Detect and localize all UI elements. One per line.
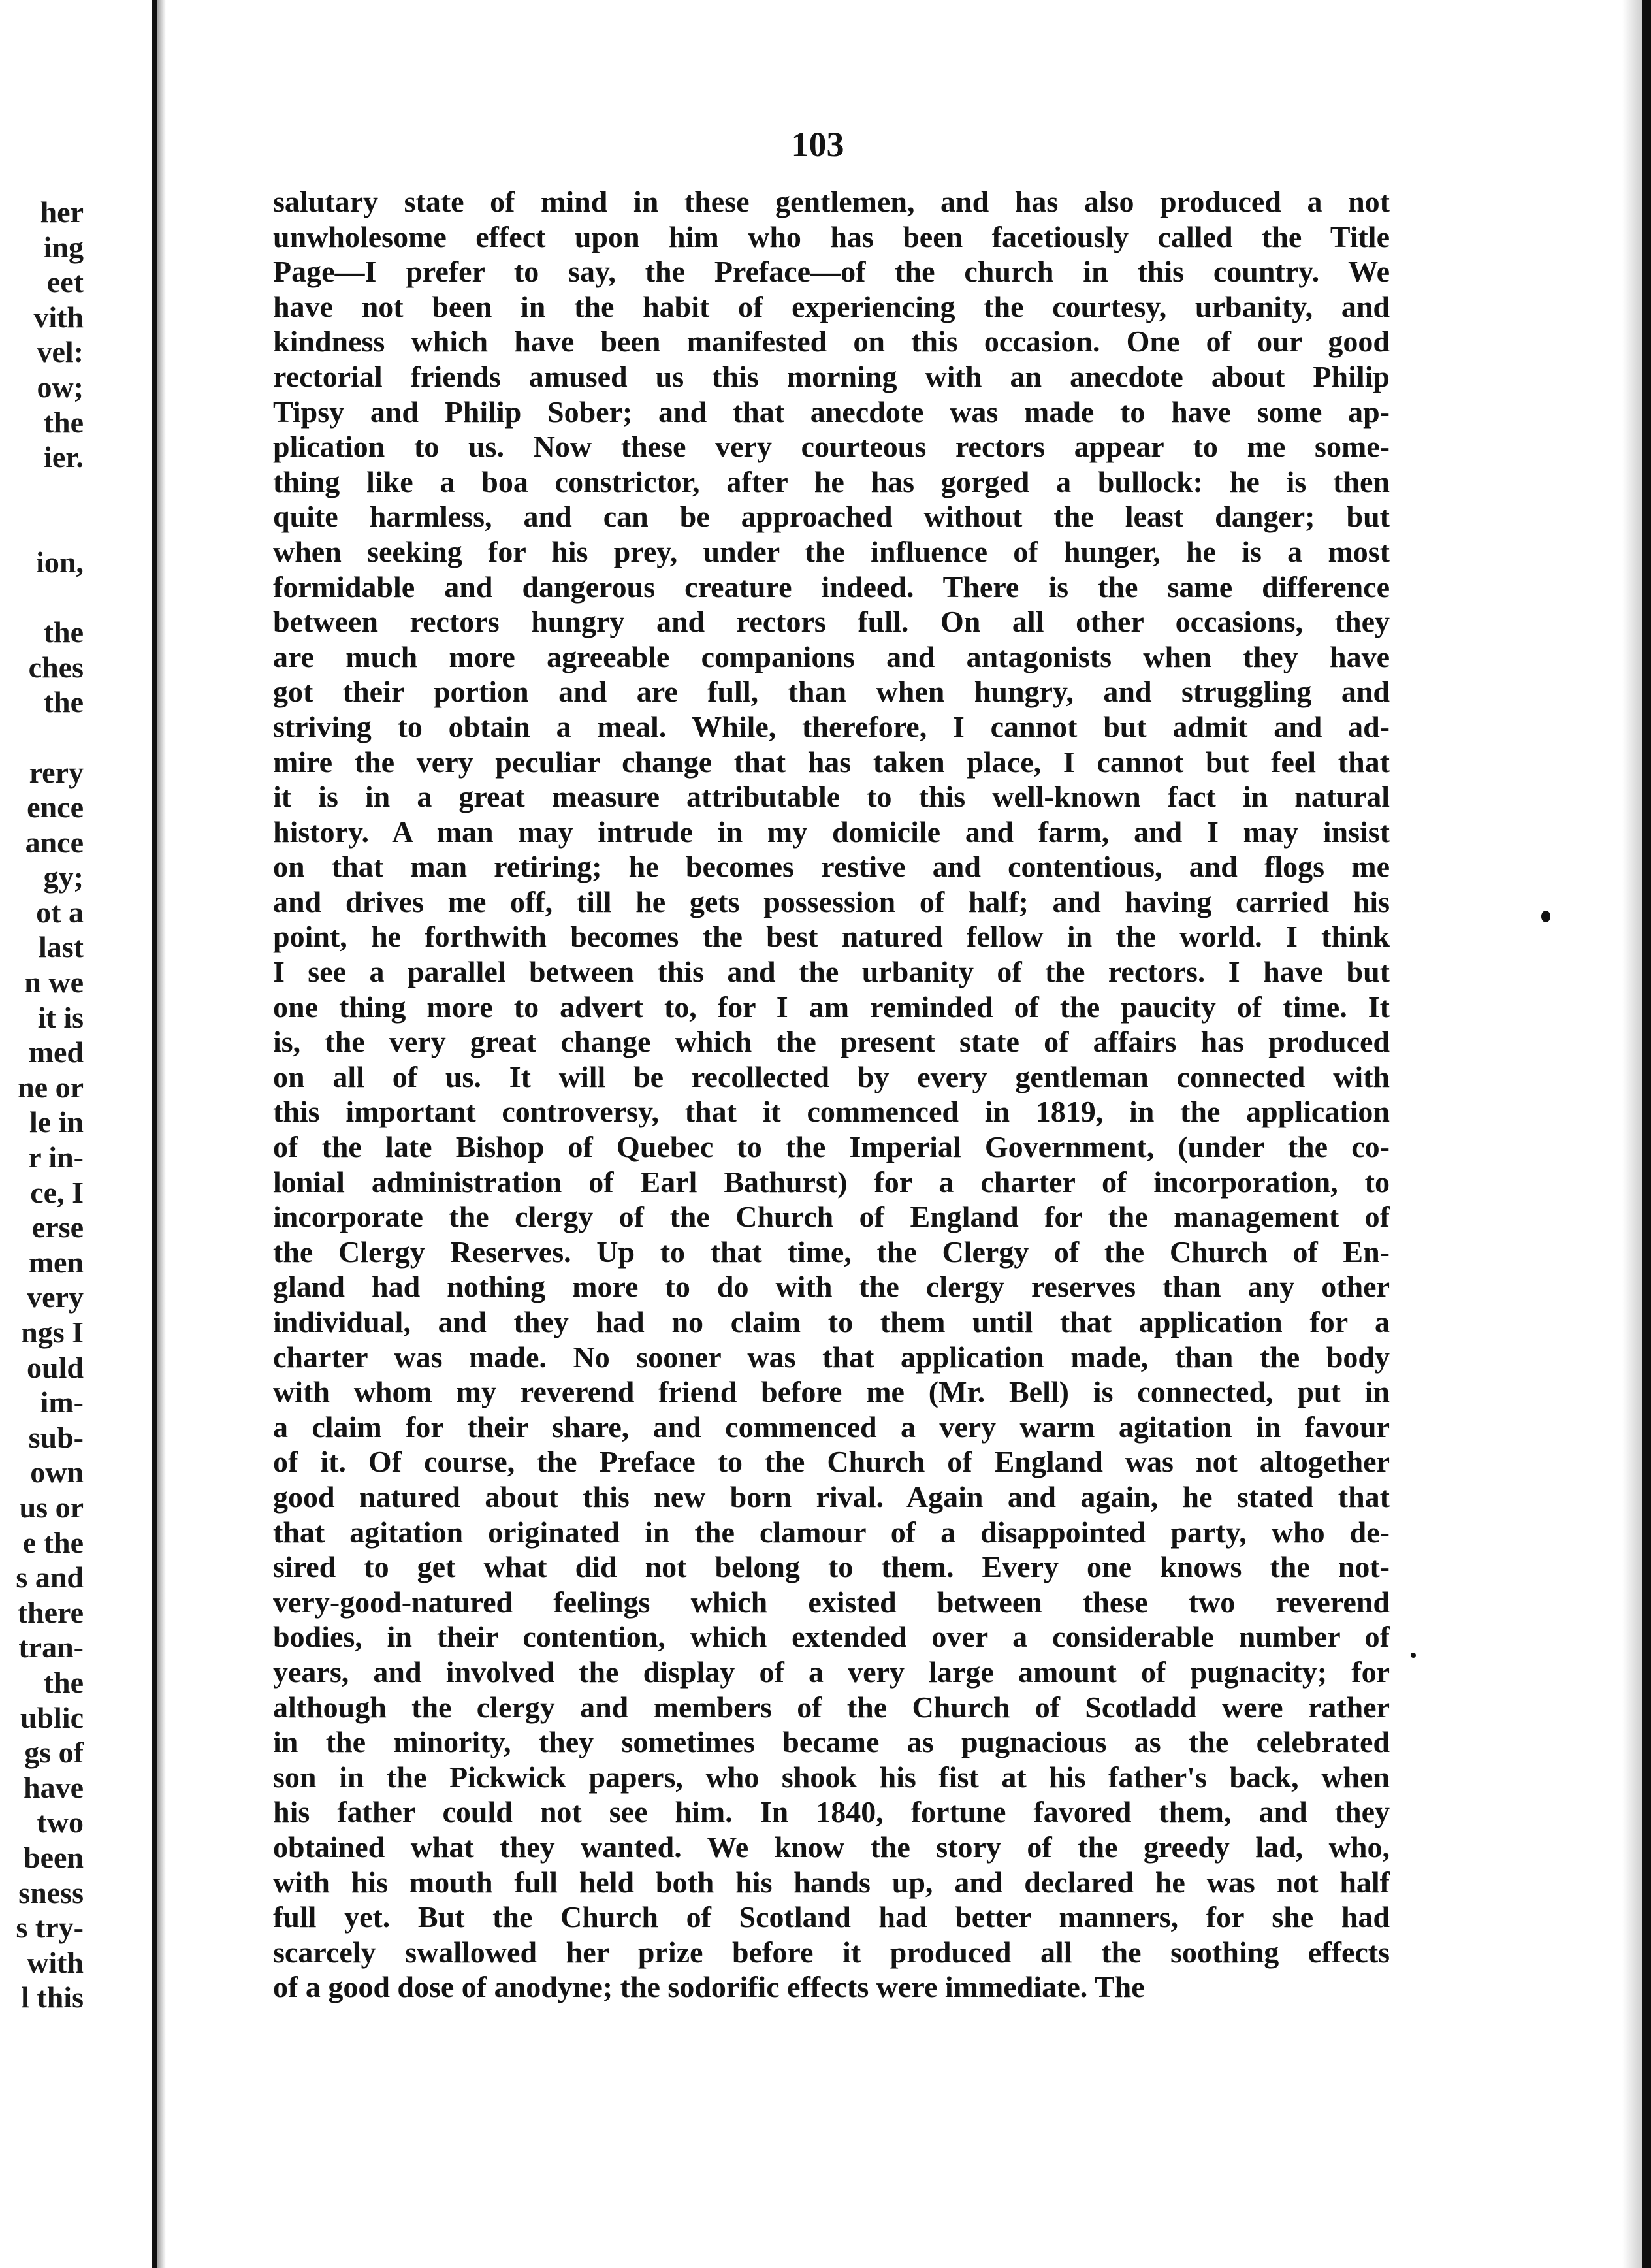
text-line: between rectors hungry and rectors full. On all other occasions, they (273, 605, 1390, 639)
facing-page-fragment: im- (40, 1385, 84, 1419)
text-line: son in the Pickwick papers, who shook his fist at his father's back, when (273, 1760, 1390, 1794)
right-edge-shadow (1622, 0, 1642, 2268)
text-line: charter was made. No sooner was that application made, than the body (273, 1340, 1390, 1374)
facing-page-fragment: ing (43, 230, 84, 264)
facing-page-fragment (0, 475, 84, 510)
text-line: of it. Of course, the Preface to the Church of England was not altogether (273, 1445, 1390, 1479)
facing-page-fragment: ance (25, 825, 84, 859)
facing-page-fragment: ot a (36, 895, 84, 929)
text-line: very-good-natured feelings which existed between these two reverend (273, 1585, 1390, 1619)
facing-page-fragment: been (24, 1840, 84, 1874)
text-line: one thing more to advert to, for I am reminded of the paucity of time. It (273, 990, 1390, 1024)
facing-page-fragment: r in- (28, 1141, 84, 1174)
text-line: have not been in the habit of experiencing the courtesy, urbanity, and (273, 289, 1390, 323)
right-page-edge (1642, 0, 1651, 2268)
text-line: sired to get what did not belong to them. Every one knows the not- (273, 1550, 1390, 1584)
text-line: on all of us. It will be recollected by every gentleman connected with (273, 1060, 1390, 1094)
text-line: formidable and dangerous creature indeed. There is the same difference (273, 570, 1390, 604)
ink-speck (1541, 911, 1550, 922)
facing-page-fragment: n we (24, 965, 84, 999)
facing-page-fragment: sness (18, 1875, 84, 1909)
facing-page-fragment: with (27, 1945, 84, 1979)
facing-page-fragment: tran- (18, 1630, 84, 1664)
text-line: on that man retiring; he becomes restive and contentious, and flogs me (273, 850, 1390, 884)
page-gutter (152, 0, 157, 2268)
facing-page-fragment: le in (29, 1105, 84, 1139)
facing-page-fragment: her (40, 195, 84, 229)
text-line: salutary state of mind in these gentlemen, and has also produced a not (273, 185, 1390, 218)
facing-page-fragment: gy; (43, 860, 84, 894)
text-line: scarcely swallowed her prize before it produced all the soothing effects (273, 1935, 1390, 1969)
facing-page-fragment: erse (31, 1210, 84, 1244)
text-line: got their portion and are full, than when hungry, and struggling and (273, 675, 1390, 709)
text-line: are much more agreeable companions and antagonists when they have (273, 640, 1390, 673)
facing-page-fragment: the (43, 405, 84, 439)
facing-page-fragment: rery (29, 755, 84, 789)
facing-page-text-fragments (0, 195, 84, 2015)
facing-page-fragment (0, 510, 84, 545)
facing-page-fragment: last (39, 930, 84, 964)
facing-page-fragment: own (30, 1455, 84, 1489)
text-line: quite harmless, and can be approached without the least danger; but (273, 500, 1390, 534)
text-line: it is in a great measure attributable to this well-known fact in natural (273, 780, 1390, 814)
text-line: of a good dose of anodyne; the sodorific effects were immediate. The (273, 1970, 1145, 2004)
facing-page-fragment: l this (21, 1981, 84, 2015)
text-line: this important controversy, that it commenced in 1819, in the application (273, 1095, 1390, 1129)
facing-page-fragment: ier. (44, 440, 84, 474)
facing-page-fragment: vith (33, 300, 84, 334)
text-line: years, and involved the display of a very large amount of pugnacity; for (273, 1655, 1390, 1689)
facing-page-fragment: ence (27, 790, 84, 824)
page-number: 103 (791, 125, 844, 164)
text-line: with his mouth full held both his hands up, and declared he was not half (273, 1865, 1390, 1899)
gutter-shadow (157, 0, 166, 2268)
facing-page-fragment: ion, (36, 545, 84, 579)
text-line: gland had nothing more to do with the clergy reserves than any other (273, 1270, 1390, 1304)
text-line: Tipsy and Philip Sober; and that anecdote was made to have some ap- (273, 395, 1390, 429)
text-line: a claim for their share, and commenced a very warm agitation in favour (273, 1410, 1390, 1444)
text-line: striving to obtain a meal. While, therefore, I cannot but admit and ad- (273, 709, 1390, 743)
facing-page-fragment: ce, I (30, 1175, 84, 1209)
facing-page-fragment: s try- (16, 1911, 84, 1945)
text-line: with whom my reverend friend before me (Mr. Bell) is connected, put in (273, 1375, 1390, 1409)
text-line: is, the very great change which the present state of affairs has produced (273, 1025, 1390, 1059)
text-line: plication to us. Now these very courteous rectors appear to me some- (273, 430, 1390, 464)
facing-page-fragment: gs of (24, 1736, 84, 1770)
facing-page-fragment: ngs I (21, 1316, 84, 1349)
facing-page-fragment: us or (19, 1490, 84, 1524)
facing-page-fragment: vel: (37, 335, 84, 369)
text-line: kindness which have been manifested on this occasion. One of our good (273, 325, 1390, 359)
text-line: individual, and they had no claim to them until that application for a (273, 1305, 1390, 1338)
text-line: good natured about this new born rival. Again and again, he stated that (273, 1480, 1390, 1514)
text-line: obtained what they wanted. We know the story of the greedy lad, who, (273, 1830, 1390, 1864)
text-line: although the clergy and members of the Church of Scotladd were rather (273, 1690, 1390, 1724)
text-line: when seeking for his prey, under the influence of hunger, he is a most (273, 534, 1390, 568)
text-line: I see a parallel between this and the urbanity of the rectors. I have but (273, 955, 1390, 989)
text-line: lonial administration of Earl Bathurst) for a charter of incorporation, to (273, 1165, 1390, 1199)
facing-page-fragment: ches (28, 650, 84, 684)
facing-page-fragment: ow; (37, 370, 84, 404)
text-line: incorporate the clergy of the Church of England for the management of (273, 1200, 1390, 1234)
text-line: mire the very peculiar change that has taken place, I cannot but feel that (273, 745, 1390, 779)
facing-page-fragment: the (43, 615, 84, 649)
facing-page-fragment: there (17, 1595, 84, 1629)
facing-page-fragment: ublic (20, 1700, 84, 1734)
facing-page-fragment: sub- (28, 1420, 84, 1454)
facing-page-fragment: have (24, 1770, 84, 1804)
text-line: thing like a boa constrictor, after he has gorged a bullock: he is then (273, 464, 1390, 498)
facing-page-fragment (0, 720, 84, 755)
facing-page-fragment: eet (46, 265, 84, 299)
text-line: history. A man may intrude in my domicile and farm, and I may insist (273, 815, 1390, 849)
text-line: his father could not see him. In 1840, fortune favored them, and they (273, 1795, 1390, 1829)
facing-page-fragment: men (28, 1245, 84, 1279)
facing-page-fragment: two (37, 1806, 84, 1839)
facing-page-fragment: very (27, 1280, 84, 1314)
text-line: Page—I prefer to say, the Preface—of the church in this country. We (273, 255, 1390, 289)
text-line: unwholesome effect upon him who has been facetiously called the Title (273, 219, 1390, 253)
ink-speck (1411, 1653, 1416, 1658)
facing-page-fragment: med (28, 1035, 84, 1069)
facing-page-fragment: the (43, 1665, 84, 1699)
text-line: bodies, in their contention, which extended over a considerable number of (273, 1620, 1390, 1654)
facing-page-fragment: ne or (18, 1070, 84, 1104)
text-line: and drives me off, till he gets possession of half; and having carried his (273, 884, 1390, 918)
text-line: full yet. But the Church of Scotland had better manners, for she had (273, 1900, 1390, 1934)
facing-page-fragment: it is (37, 1000, 84, 1034)
text-line: of the late Bishop of Quebec to the Imperial Government, (under the co- (273, 1130, 1390, 1164)
body-text (273, 184, 1390, 2005)
facing-page-edge (0, 0, 157, 2268)
facing-page-fragment: s and (16, 1561, 84, 1595)
facing-page-fragment (0, 580, 84, 615)
text-line: the Clergy Reserves. Up to that time, the Clergy of the Church of En- (273, 1235, 1390, 1269)
facing-page-fragment: ould (27, 1350, 84, 1384)
facing-page-fragment: e the (22, 1525, 84, 1559)
text-line: in the minority, they sometimes became as pugnacious as the celebrated (273, 1725, 1390, 1759)
text-line: rectorial friends amused us this morning with an anecdote about Philip (273, 359, 1390, 393)
text-line: that agitation originated in the clamour of a disappointed party, who de- (273, 1515, 1390, 1549)
text-line: point, he forthwith becomes the best natured fellow in the world. I think (273, 920, 1390, 954)
facing-page-fragment: the (43, 685, 84, 719)
